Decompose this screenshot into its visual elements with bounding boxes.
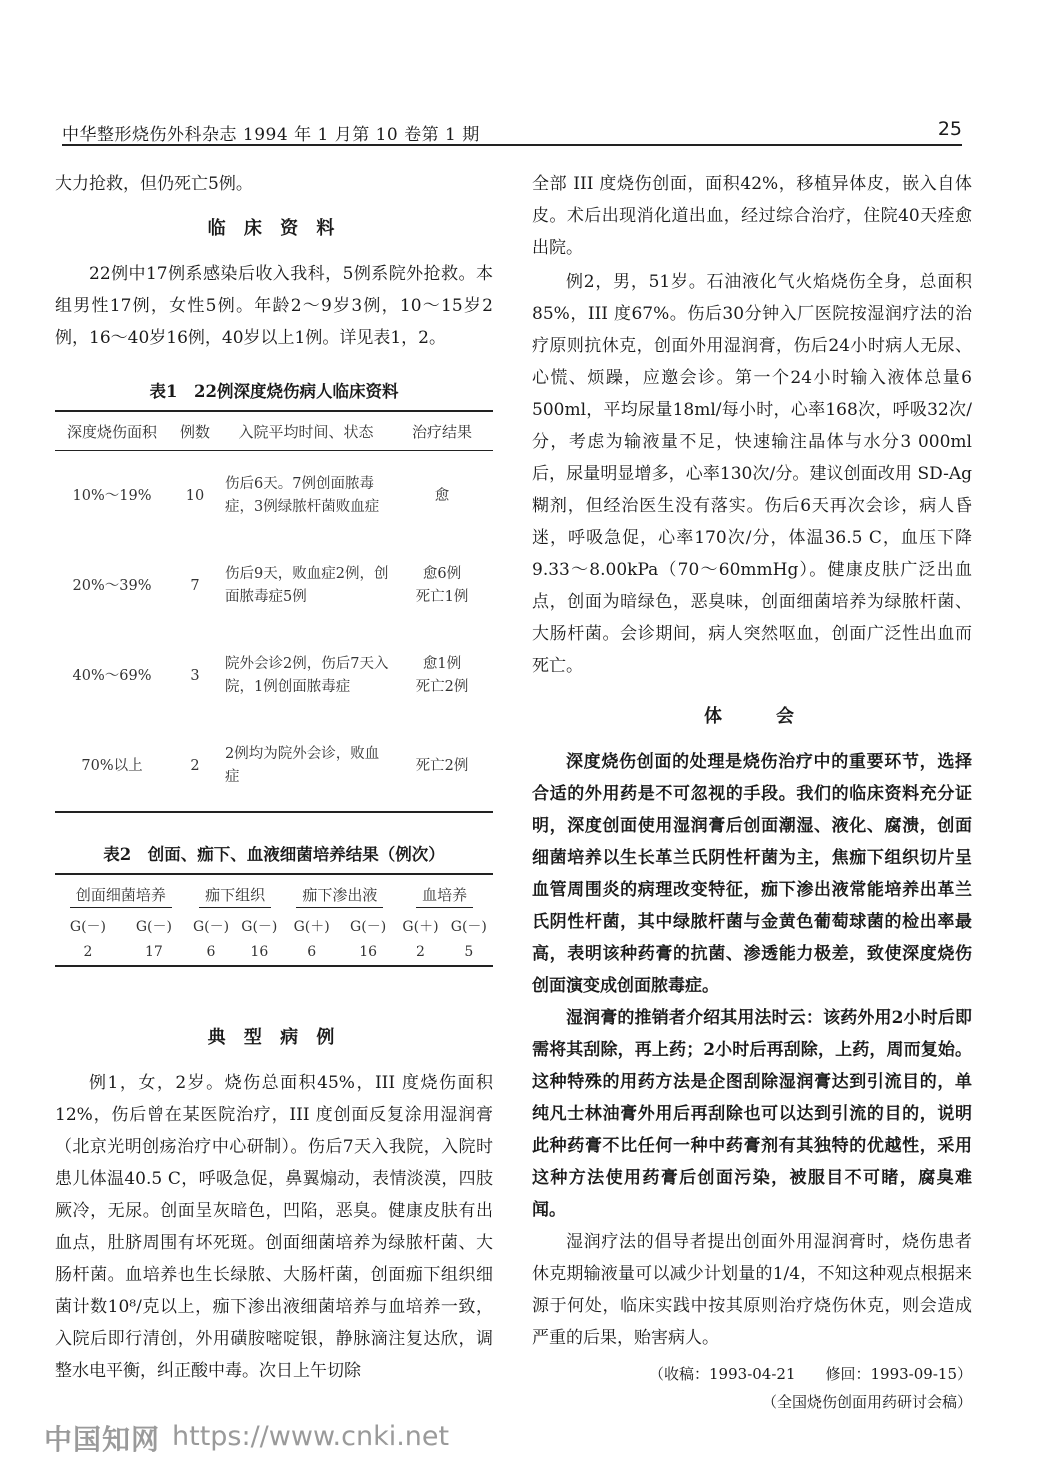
cnki-logo: 中国知网 bbox=[44, 1423, 161, 1456]
page-number: 25 bbox=[937, 118, 962, 140]
table2-caption: 表2 创面、痂下、血液细菌培养结果（例次） bbox=[103, 845, 445, 864]
paragraph: 全部 III 度烧伤创面，面积42%，移植异体皮，嵌入自体皮。术后出现消化道出血，经过综合治疗，住院40天痊愈出院。 bbox=[532, 174, 972, 258]
table-row: 40%～69% 3 院外会诊2例，伤后7天入院，1例创面脓毒症 愈1例 死亡2例 bbox=[72, 656, 469, 695]
left-column bbox=[55, 168, 493, 1387]
table-header: 痂下组织 bbox=[199, 886, 271, 908]
section-heading: 体 会 bbox=[704, 706, 800, 727]
right-column bbox=[532, 168, 972, 1416]
paragraph: 大力抢救，但仍死亡5例。 bbox=[55, 174, 253, 194]
table-header: 创面细菌培养 bbox=[70, 886, 172, 908]
paragraph: 22例中17例系感染后收入我科，5例系院外抢救。本组男性17例，女性5例。年龄2～9岁3例，10～15岁2例，16～40岁16例，40岁以上1例。详见表1，2。 bbox=[55, 264, 493, 348]
table-header: 深度烧伤面积 bbox=[55, 411, 169, 451]
table-row: 70%以上 2 2例均为院外会诊，败血症 死亡2例 bbox=[55, 721, 493, 812]
journal-title: 中华整形烧伤外科杂志 1994 年 1 月第 10 卷第 1 期 bbox=[62, 125, 480, 145]
table1-caption: 表1 22例深度烧伤病人临床资料 bbox=[149, 382, 399, 401]
table-header: 治疗结果 bbox=[391, 411, 493, 451]
table-row: 10%～19% 10 伤后6天。7例创面脓毒症，3例绿脓杆菌败血症 愈 bbox=[72, 476, 450, 515]
received-date: （收稿：1993-04-21 修回：1993-09-15） bbox=[649, 1365, 972, 1383]
conference-note: （全国烧伤创面用药研讨会稿） bbox=[761, 1393, 972, 1411]
table-header: 例数 bbox=[169, 411, 221, 451]
running-header bbox=[62, 116, 962, 146]
table-row: 2 17 6 16 6 16 2 5 bbox=[55, 939, 493, 966]
paragraph: 例2，男，51岁。石油液化气火焰烧伤全身，总面积85%，III 度67%。伤后30分钟入厂医院按湿润疗法的治疗原则抗休克，创面外用湿润膏，伤后24小时病人无尿、心慌、烦躁，应邀会诊。第一个24小时输入液体总量6 500ml，平均尿量18ml/每小时，心率168次，呼吸32次/分，考虑为输液量不足，快速输注晶体与水分3 000ml 后，尿量明显增多，心率130次/分。建议创面改用 SD-Ag 糊剂，但经治医生没有落实。伤后6天再次会诊，病人昏迷，呼吸急促，心率170次/分，体温36.5 C，血压下降9.33～8.00kPa（70～60mmHg）。健康皮肤广泛出血点，创面为暗绿色，恶臭味，创面细菌培养为绿脓杆菌、大肠杆菌。会诊期间，病人突然呕血，创面广泛性出血而死亡。 bbox=[532, 272, 972, 676]
table-subheader-row: G(－) G(－) G(－) G(－) G(＋) G(－) G(＋) G(－) bbox=[69, 919, 487, 935]
paragraph: 湿润疗法的倡导者提出创面外用湿润膏时，烧伤患者休克期输液量可以减少计划量的1/4，不知这种观点根据来源于何处，临床实践中按其原则治疗烧伤休克，则会造成严重的后果，贻害病人。 bbox=[532, 1232, 972, 1348]
cnki-url[interactable]: https://www.cnki.net bbox=[172, 1421, 450, 1452]
paragraph: 湿润膏的推销者介绍其用法时云：该药外用2小时后即需将其刮除，再上药；2小时后再刮除，上药，周而复始。这种特殊的用药方法是企图刮除湿润膏达到引流目的，单纯凡士林油膏外用后再刮除也可以达到引流的目的，说明此种药膏不比任何一种中药膏剂有其独特的优越性，采用这种方法使用药膏后创面污染，被服目不可睹，腐臭难闻。 bbox=[532, 1008, 972, 1220]
table1 bbox=[55, 410, 493, 813]
table-row: 20%～39% 7 伤后9天，败血症2例，创面脓毒症5例 愈6例 死亡1例 bbox=[72, 566, 469, 605]
paragraph: 例1，女，2岁。烧伤总面积45%，III 度烧伤面积12%，伤后曾在某医院治疗，III 度创面反复涂用湿润膏（北京光明创疡治疗中心研制）。伤后7天入我院，入院时患儿体温40.5 C，呼吸急促，鼻翼煽动，表情淡漠，四肢厥冷，无尿。创面呈灰暗色，凹陷，恶臭。健康皮肤有出血点，肚脐周围有坏死斑。创面细菌培养为绿脓杆菌、大肠杆菌。血培养也生长绿脓、大肠杆菌，创面痂下组织细菌计数10⁸/克以上，痂下渗出液细菌培养与血培养一致，入院后即行清创，外用磺胺嘧啶银，静脉滴注复达欣，调整水电平衡，纠正酸中毒。次日上午切除 bbox=[55, 1073, 493, 1381]
section-heading: 典 型 病 例 bbox=[207, 1027, 341, 1048]
section-heading: 临 床 资 料 bbox=[207, 218, 341, 239]
table2 bbox=[55, 873, 493, 967]
table-header: 痂下渗出液 bbox=[296, 886, 383, 908]
table-header: 入院平均时间、状态 bbox=[221, 411, 391, 451]
paragraph: 深度烧伤创面的处理是烧伤治疗中的重要环节，选择合适的外用药是不可忽视的手段。我们的临床资料充分证明，深度创面使用湿润膏后创面潮湿、液化、腐溃，创面细菌培养以生长革兰氏阴性杆菌为主，焦痂下组织切片呈血管周围炎的病理改变特征，痂下渗出液常能培养出革兰氏阴性杆菌，其中绿脓杆菌与金黄色葡萄球菌的检出率最高，表明该种药膏的抗菌、渗透能力极差，致使深度烧伤创面演变成创面脓毒症。 bbox=[532, 752, 972, 996]
table-header: 血培养 bbox=[416, 886, 473, 908]
